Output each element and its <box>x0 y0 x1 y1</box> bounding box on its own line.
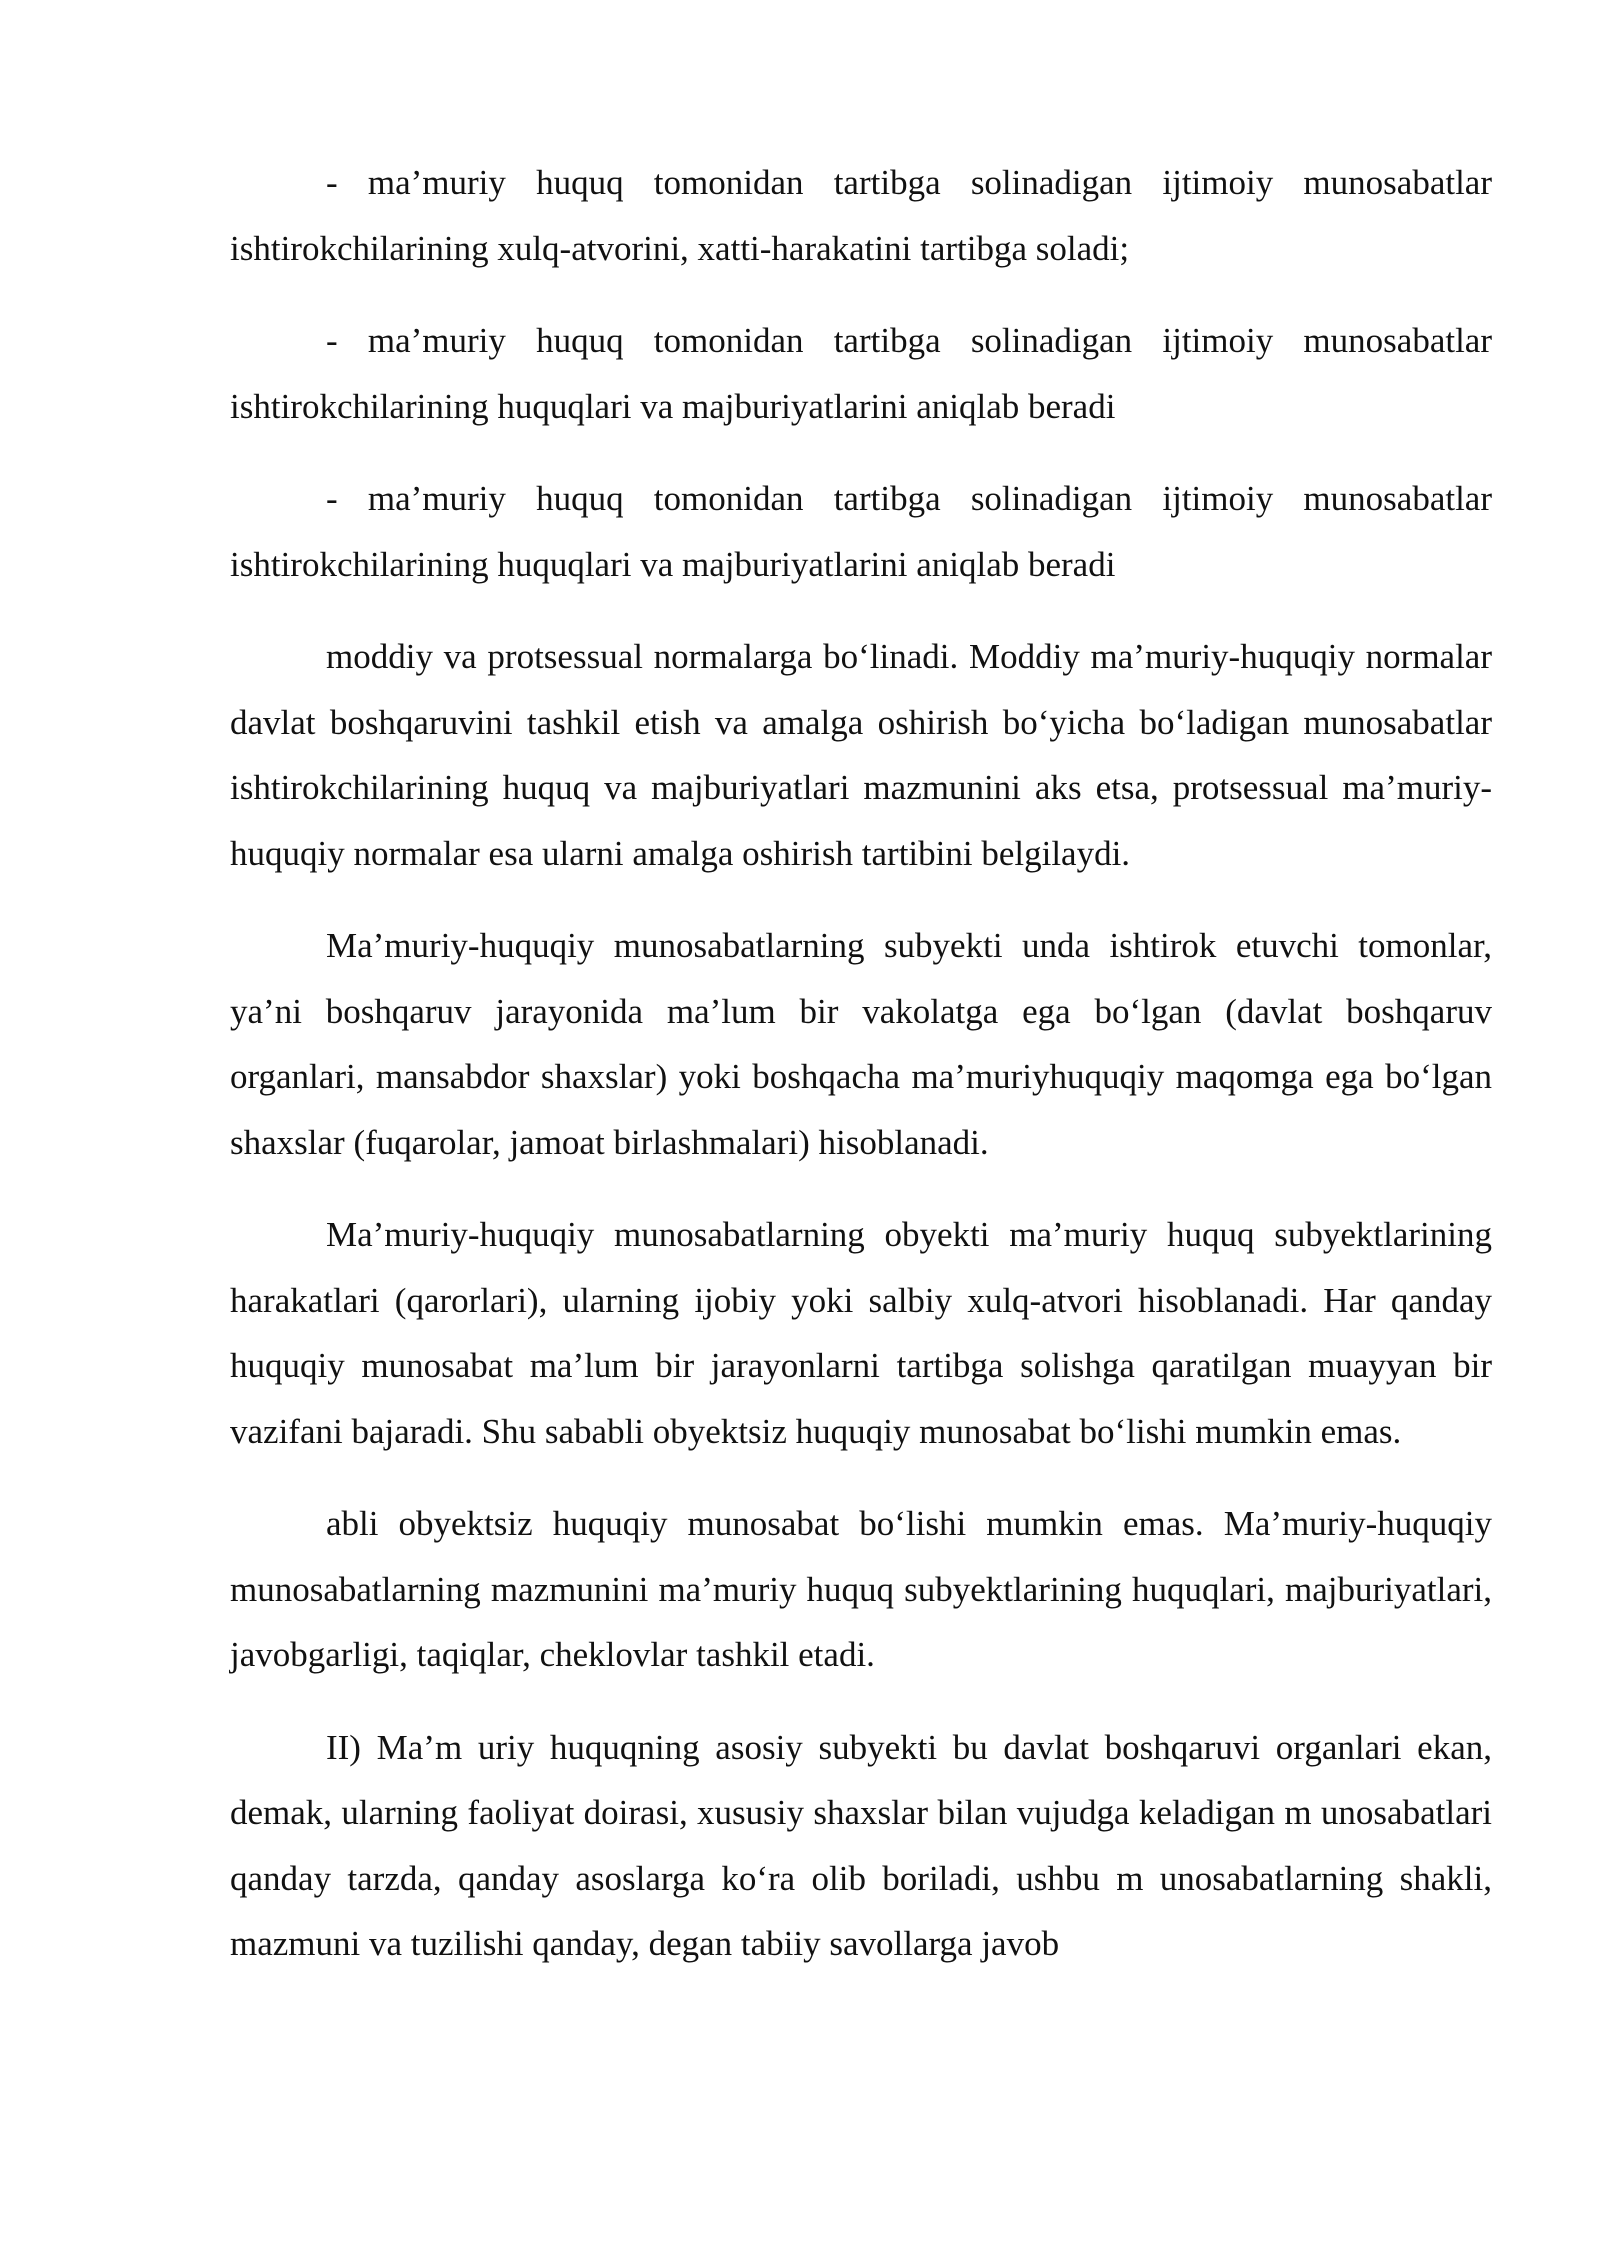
paragraph-4: moddiy va protsessual normalarga bo‘linadi. Moddiy ma’muriy-huquqiy normalar davlat boshqaruvini tashkil etish va amalga oshirish bo‘yicha bo‘ladigan munosabatlar ishtirokchilarining huquq va majburiyatlari mazmunini aks etsa, protsessual ma’muriy-huquqiy normalar esa ularni amalga oshirish tartibini belgilaydi. <box>230 637 1492 873</box>
paragraph-1: - ma’muriy huquq tomonidan tartibga solinadigan ijtimoiy munosabatlar ishtirokchilarining xulq-atvorini, xatti-harakatini tartibga soladi; <box>230 163 1492 268</box>
paragraph-3: - ma’muriy huquq tomonidan tartibga solinadigan ijtimoiy munosabatlar ishtirokchilarining huquqlari va majburiyatlarini aniqlab beradi <box>230 479 1492 584</box>
paragraph-8: II) Ma’m uriy huquqning asosiy subyekti bu davlat boshqaruvi organlari ekan, demak, ularning faoliyat doirasi, xususiy shaxslar bilan vujudga keladigan m unosabatlari qanday tarzda, qanday asoslarga ko‘ra olib boriladi, ushbu m unosabatlarning shakli, mazmuni va tuzilishi qanday, degan tabiiy savollarga javob <box>230 1727 1492 1963</box>
document-page <box>230 150 1492 1977</box>
paragraph-2: - ma’muriy huquq tomonidan tartibga solinadigan ijtimoiy munosabatlar ishtirokchilarining huquqlari va majburiyatlarini aniqlab beradi <box>230 321 1492 426</box>
paragraph-7: abli obyektsiz huquqiy munosabat bo‘lishi mumkin emas. Ma’muriy-huquqiy munosabatlarning mazmunini ma’muriy huquq subyektlarining huquqlari, majburiyatlari, javobgarligi, taqiqlar, cheklovlar tashkil etadi. <box>230 1504 1492 1674</box>
paragraph-6: Ma’muriy-huquqiy munosabatlarning obyekti ma’muriy huquq subyektlarining harakatlari (qarorlari), ularning ijobiy yoki salbiy xulq-atvori hisoblanadi. Har qanday huquqiy munosabat ma’lum bir jarayonlarni tartibga solishga qaratilgan muayyan bir vazifani bajaradi. Shu sababli obyektsiz huquqiy munosabat bo‘lishi mumkin emas. <box>230 1215 1492 1451</box>
paragraph-5: Ma’muriy-huquqiy munosabatlarning subyekti unda ishtirok etuvchi tomonlar, ya’ni boshqaruv jarayonida ma’lum bir vakolatga ega bo‘lgan (davlat boshqaruv organlari, mansabdor shaxslar) yoki boshqacha ma’muriyhuquqiy maqomga ega bo‘lgan shaxslar (fuqarolar, jamoat birlashmalari) hisoblanadi. <box>230 926 1492 1162</box>
